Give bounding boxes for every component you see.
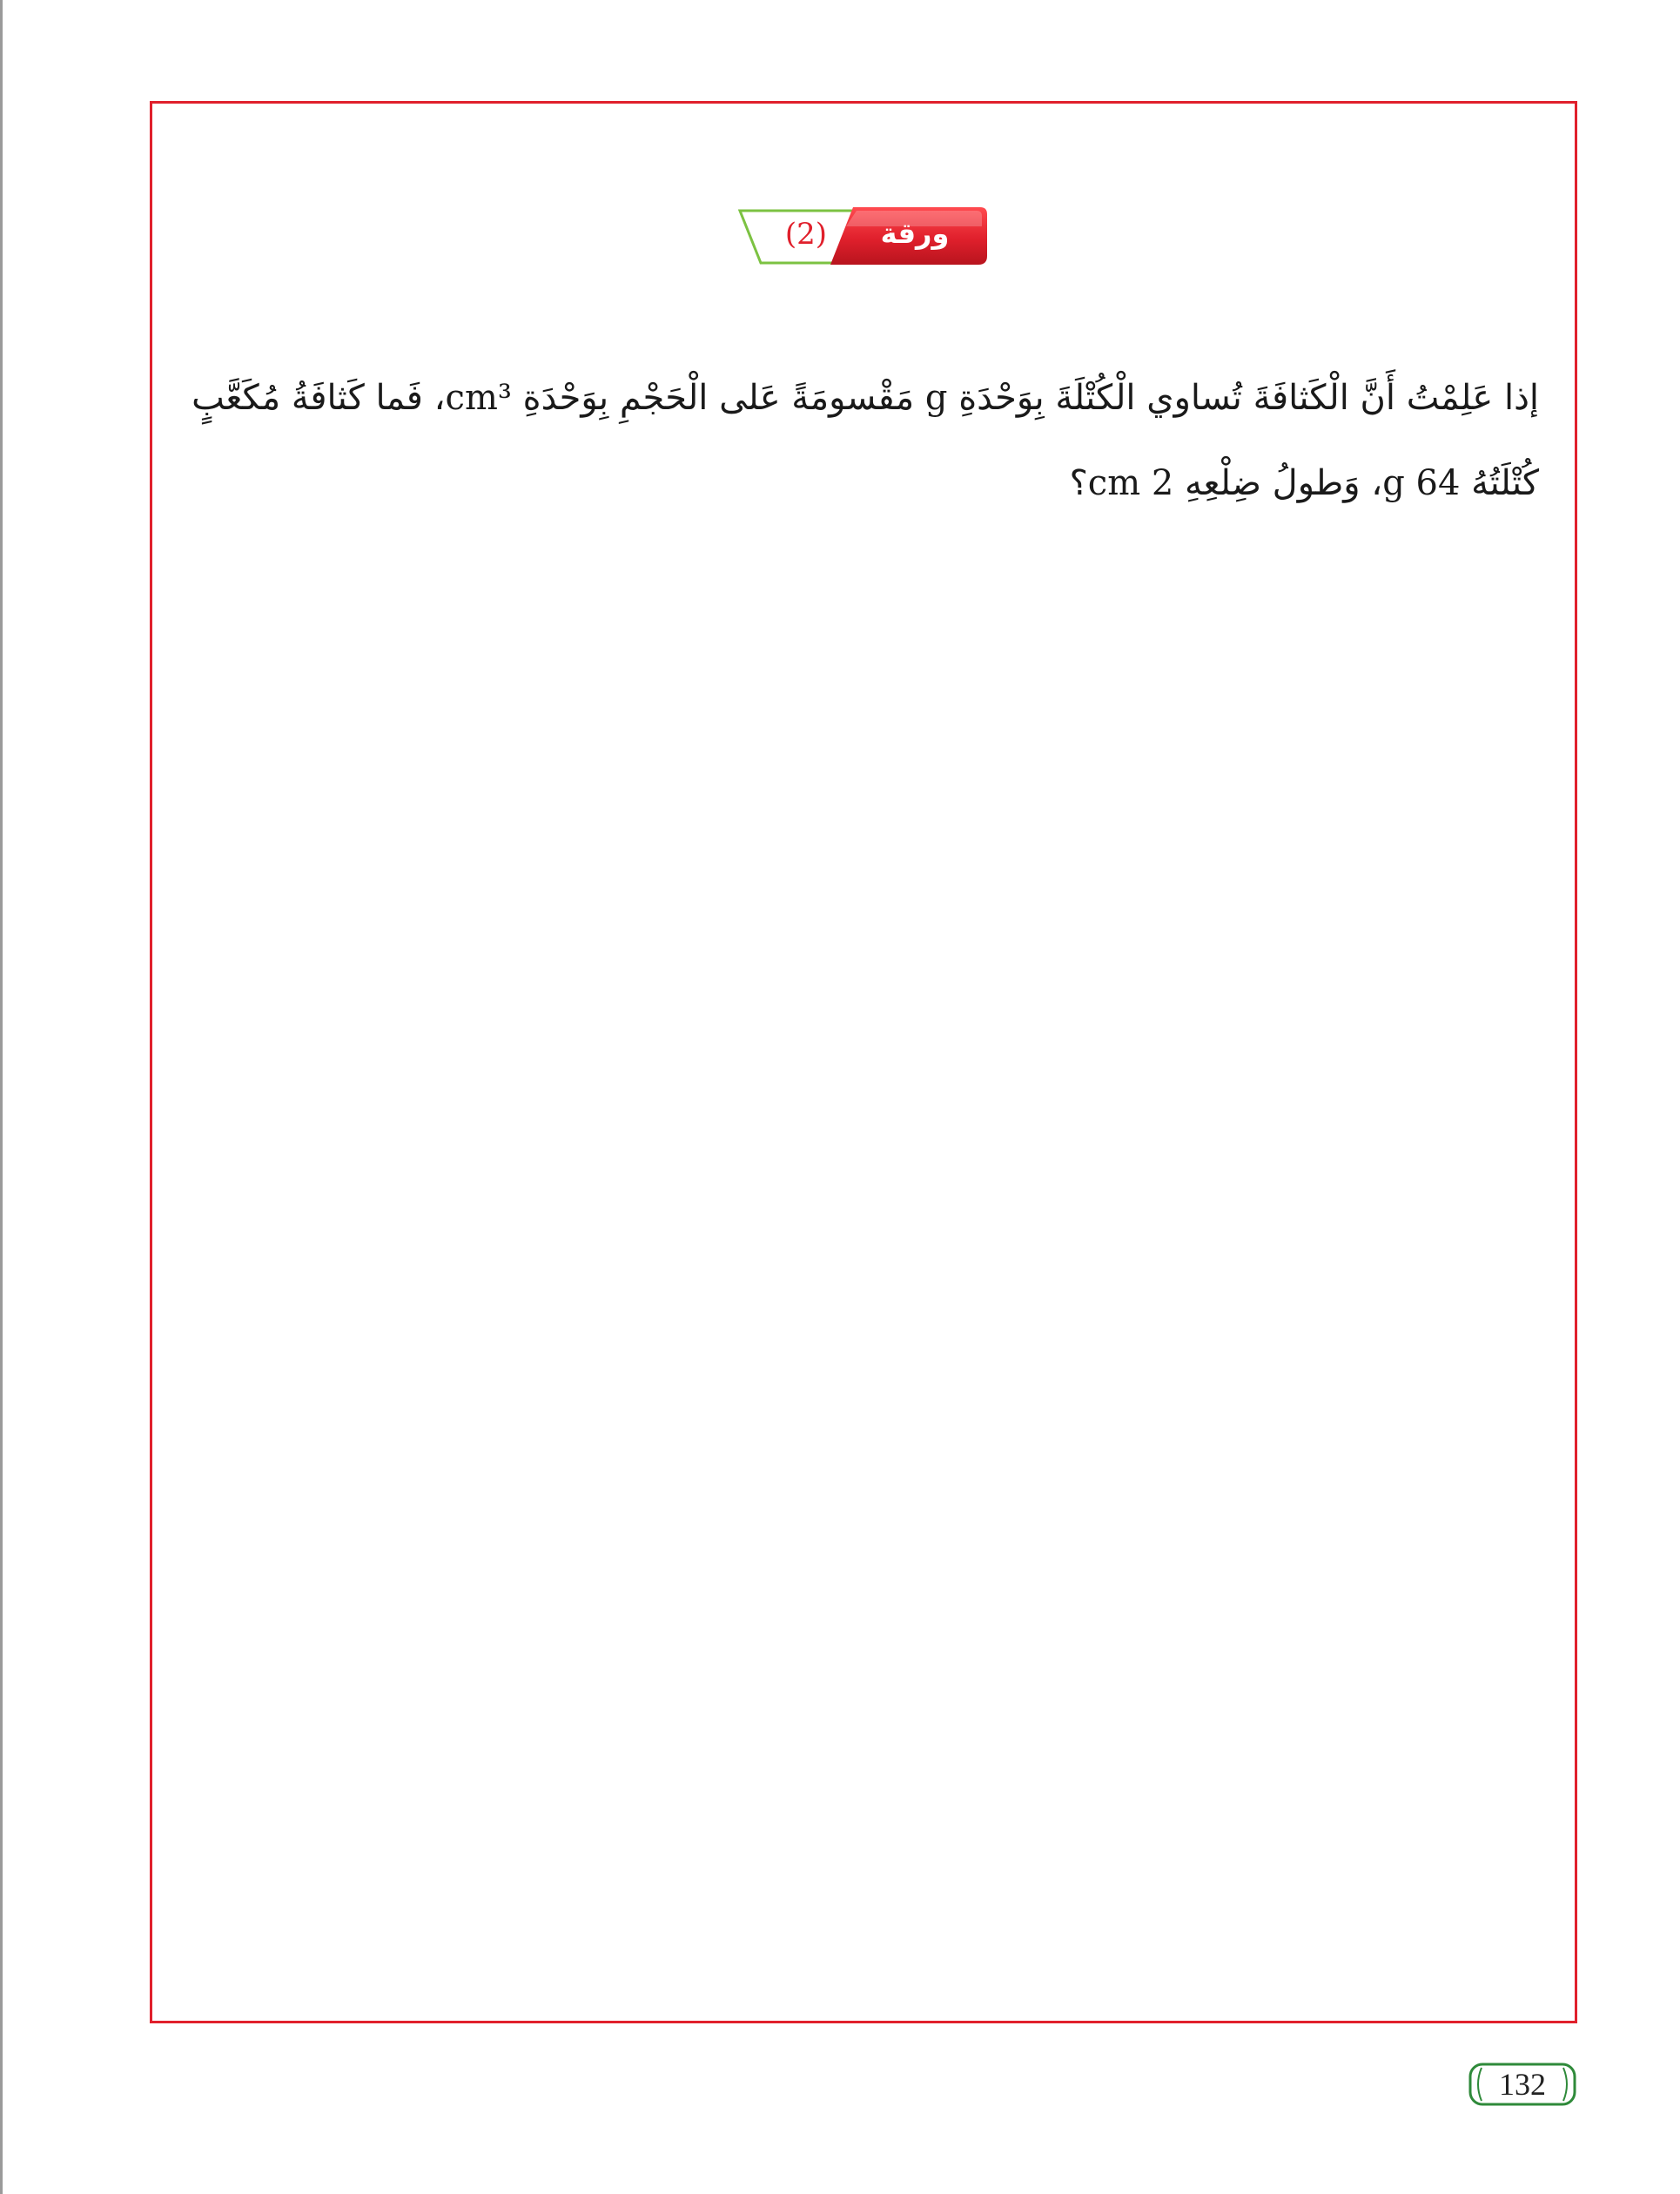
question-line-2: كُتْلَتُهُ g 64، وَطولُ ضِلْعِهِ cm 2؟ [1069, 463, 1539, 503]
worksheet-badge [736, 200, 989, 295]
question-line-1: إذا عَلِمْتُ أَنَّ الْكَثافَةَ تُساوي الْكُتْلَةَ بِوَحْدَةِ g مَقْسومَةً عَلى الْحَجْمِ بِوَحْدَةِ cm³، فَما كَثافَةُ مُكَعَّبٍ [192, 378, 1539, 418]
worksheet-number: (2) [784, 217, 828, 252]
page-number-badge [1468, 2061, 1577, 2108]
page-number: 132 [1499, 2067, 1546, 2102]
worksheet-label: ورقة عمل [880, 217, 950, 295]
question-text [192, 355, 1539, 526]
page-edge-rule [0, 0, 3, 2194]
